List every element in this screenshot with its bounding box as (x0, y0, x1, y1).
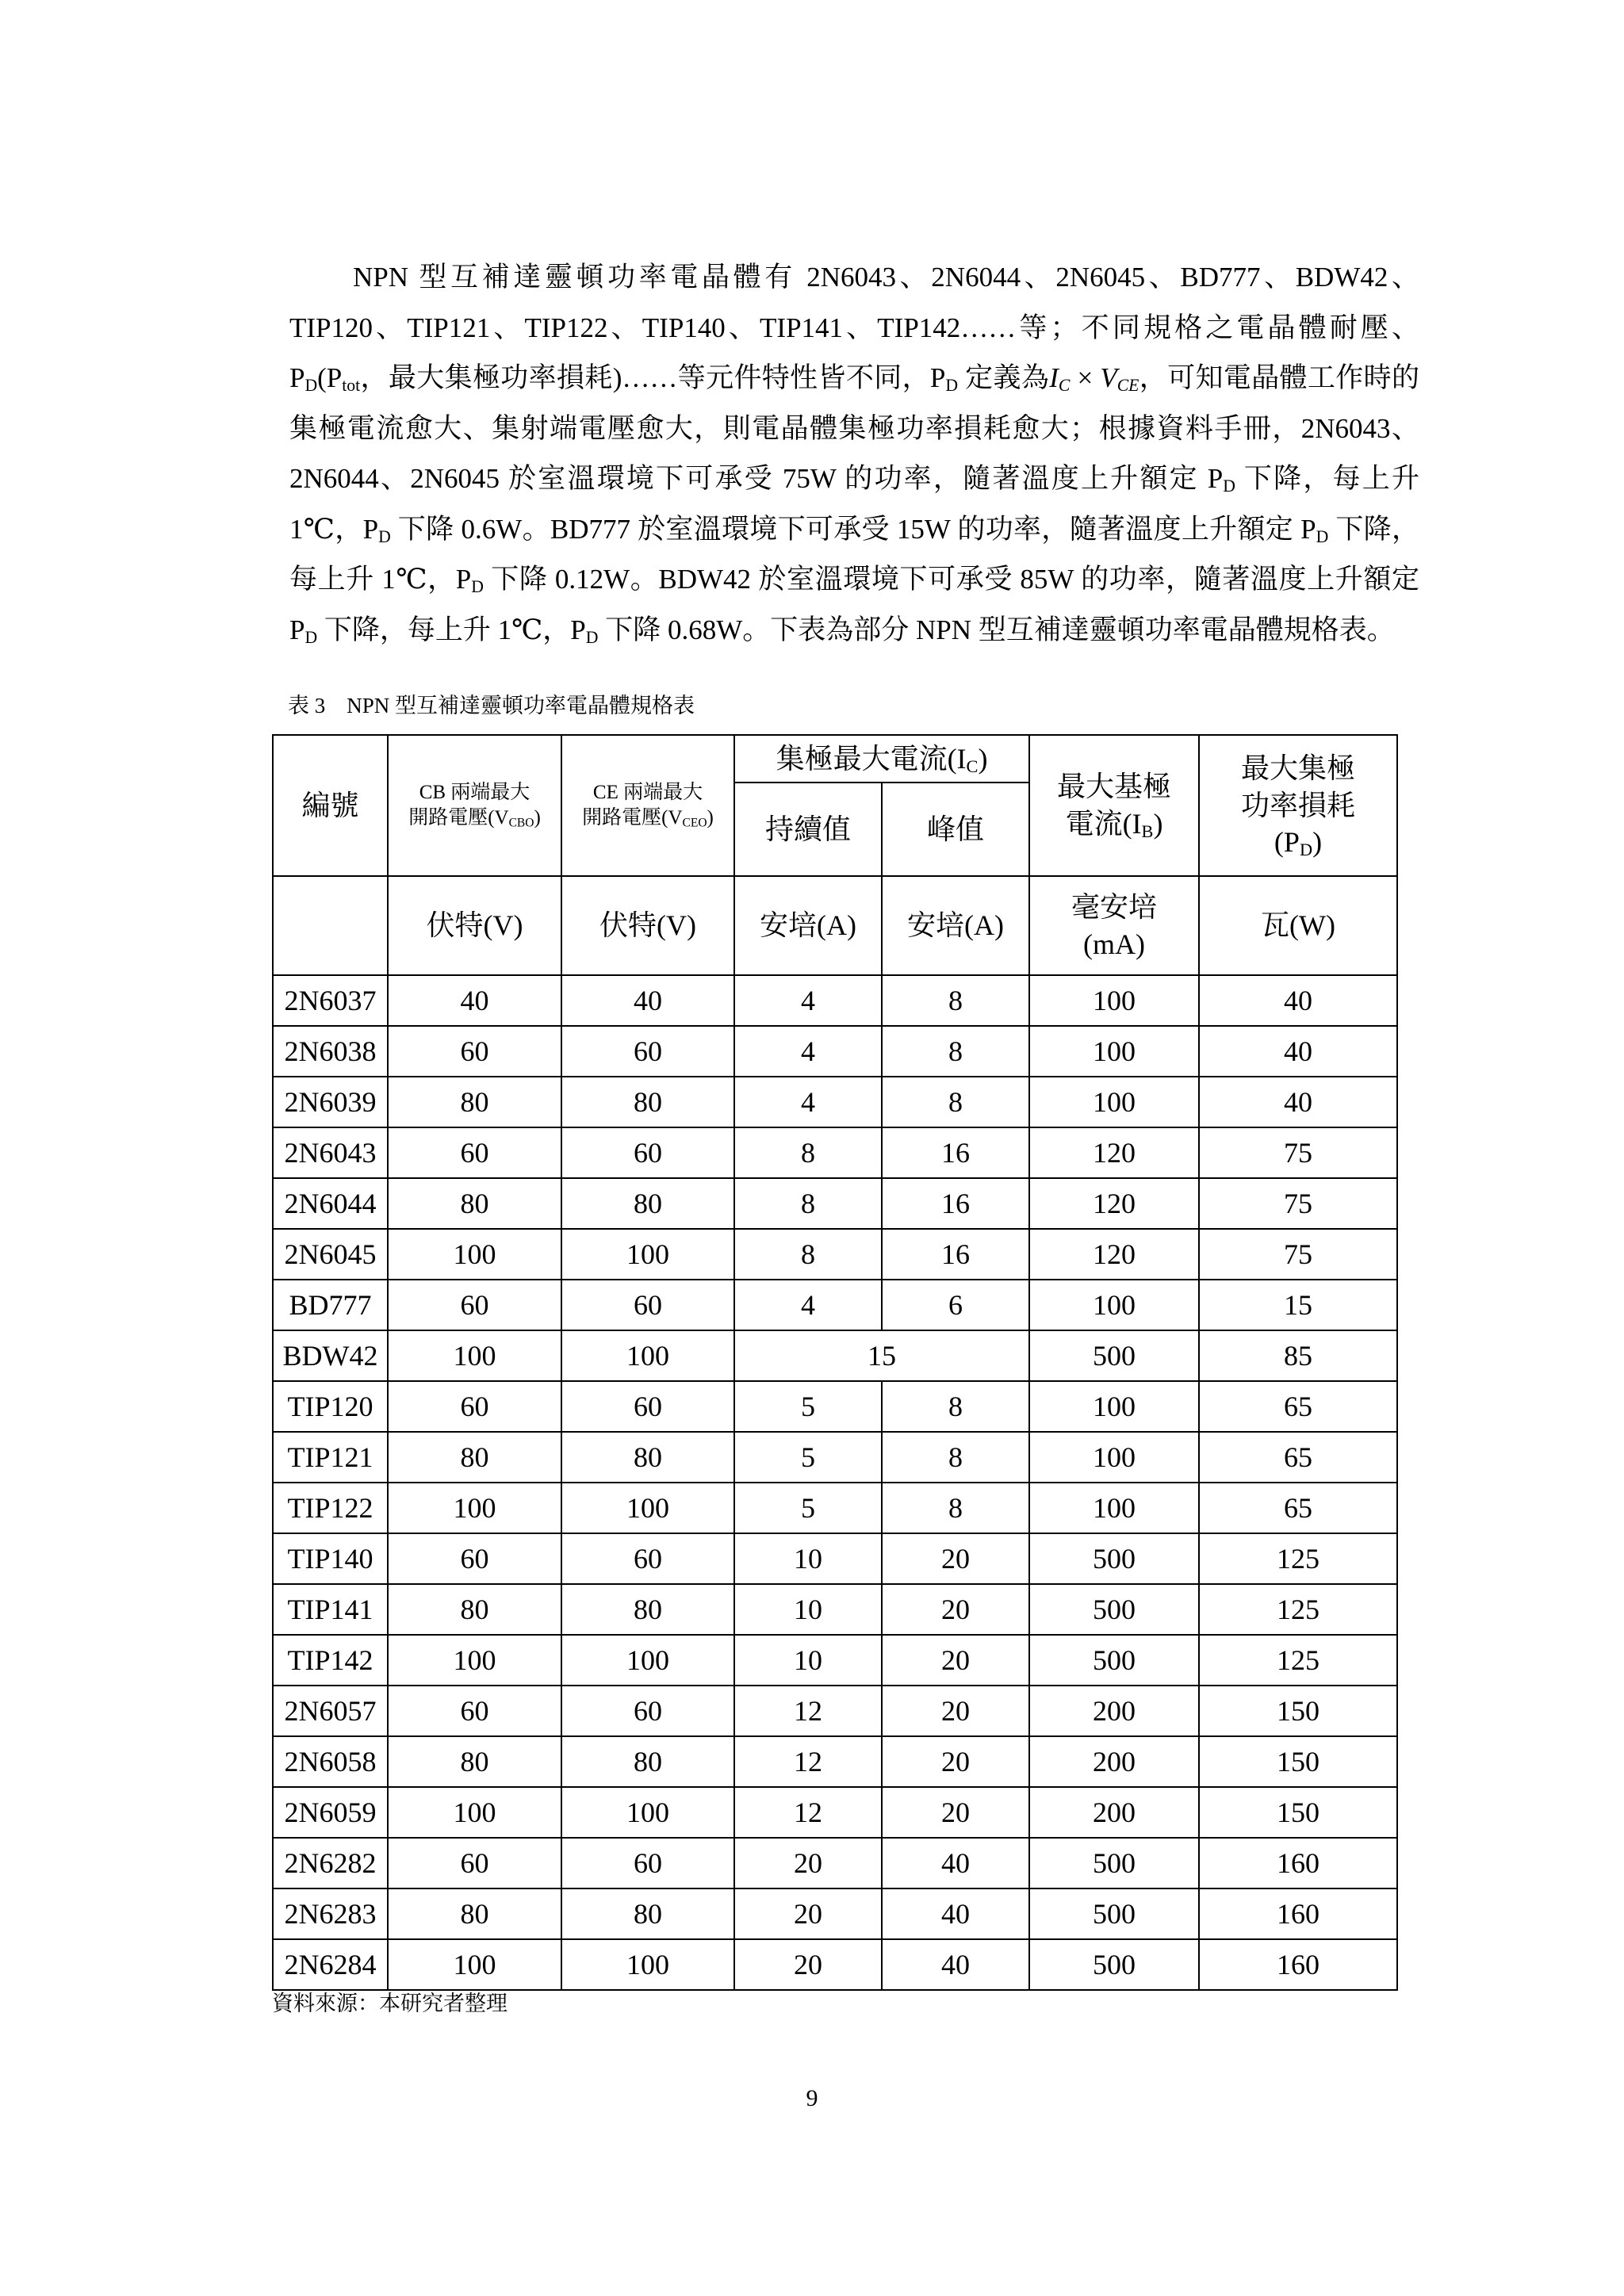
header-vcbo: CB 兩端最大 開路電壓$(V_{CBO})$ (388, 735, 561, 876)
table-cell: 80 (388, 1178, 561, 1229)
table-cell: TIP141 (273, 1584, 388, 1635)
table-cell: 10 (734, 1635, 882, 1686)
table-cell: 500 (1029, 1888, 1199, 1939)
table-cell: 60 (561, 1127, 734, 1178)
table-cell: 100 (388, 1483, 561, 1533)
table-row (273, 1533, 1397, 1584)
table-cell: 150 (1199, 1787, 1397, 1838)
table-cell: 65 (1199, 1483, 1397, 1533)
body-paragraph (289, 252, 1419, 655)
table-cell: 16 (882, 1178, 1029, 1229)
table-row (273, 1026, 1397, 1077)
table-cell: 160 (1199, 1888, 1397, 1939)
table-row (273, 1838, 1397, 1888)
table-cell: 15 (1199, 1280, 1397, 1330)
table-cell: 500 (1029, 1939, 1199, 1990)
table-cell: 60 (388, 1838, 561, 1888)
table-row (273, 1736, 1397, 1787)
table-cell: 40 (1199, 1026, 1397, 1077)
table-cell: 100 (561, 1787, 734, 1838)
table-row (273, 975, 1397, 1026)
table-row (273, 1280, 1397, 1330)
table-cell: 8 (882, 1432, 1029, 1483)
table-cell: 60 (388, 1280, 561, 1330)
table-cell: 6 (882, 1280, 1029, 1330)
table-cell: 4 (734, 1026, 882, 1077)
header-peak: 峰值 (882, 783, 1029, 876)
table-cell: 80 (561, 1888, 734, 1939)
table-cell: TIP122 (273, 1483, 388, 1533)
unit-watt: 瓦(W) (1199, 876, 1397, 975)
table-cell: 8 (734, 1178, 882, 1229)
table-cell: 16 (882, 1127, 1029, 1178)
header-ic: 集極最大電流$(I_C)$ (734, 735, 1029, 783)
table-cell: 40 (561, 975, 734, 1026)
table-cell: 2N6044 (273, 1178, 388, 1229)
table-cell: 100 (1029, 1381, 1199, 1432)
table-cell: 2N6038 (273, 1026, 388, 1077)
table-cell: 100 (1029, 1432, 1199, 1483)
table-cell: 4 (734, 1077, 882, 1127)
table-cell: 10 (734, 1584, 882, 1635)
header-pd: 最大集極 功率損耗 $(P_D)$ (1199, 735, 1397, 876)
table-cell: TIP121 (273, 1432, 388, 1483)
table-cell: 10 (734, 1533, 882, 1584)
table-cell: 100 (561, 1939, 734, 1990)
table-cell: 2N6059 (273, 1787, 388, 1838)
table-row (273, 1888, 1397, 1939)
table-cell: 2N6283 (273, 1888, 388, 1939)
table-cell: 40 (882, 1939, 1029, 1990)
table-cell: 12 (734, 1686, 882, 1736)
table-cell: 60 (561, 1533, 734, 1584)
table-cell: 40 (882, 1838, 1029, 1888)
table-cell: 200 (1029, 1736, 1199, 1787)
table-cell: 80 (388, 1077, 561, 1127)
table-cell: BDW42 (273, 1330, 388, 1381)
table-cell: 125 (1199, 1635, 1397, 1686)
table-row (273, 1584, 1397, 1635)
table-cell: 125 (1199, 1533, 1397, 1584)
table-cell: 80 (388, 1888, 561, 1939)
table-row (273, 1178, 1397, 1229)
table-cell: 8 (882, 1077, 1029, 1127)
header-vceo: CE 兩端最大 開路電壓$(V_{CEO})$ (561, 735, 734, 876)
table-cell: TIP140 (273, 1533, 388, 1584)
table-row (273, 1381, 1397, 1432)
table-row (273, 1635, 1397, 1686)
unit-blank (273, 876, 388, 975)
table-row (273, 1330, 1397, 1381)
table-cell: 100 (1029, 1026, 1199, 1077)
table-caption: 表 3 NPN 型互補達靈頓功率電晶體規格表 (288, 694, 695, 718)
table-cell: 60 (388, 1686, 561, 1736)
table-cell: 2N6045 (273, 1229, 388, 1280)
table-cell: 20 (882, 1787, 1029, 1838)
table-cell: 85 (1199, 1330, 1397, 1381)
table-cell: 100 (388, 1330, 561, 1381)
table-cell: 20 (734, 1838, 882, 1888)
table-cell: 160 (1199, 1838, 1397, 1888)
table-cell: 2N6057 (273, 1686, 388, 1736)
table-cell: 125 (1199, 1584, 1397, 1635)
table-cell: 60 (561, 1381, 734, 1432)
table-cell: 100 (388, 1939, 561, 1990)
table-cell: 60 (388, 1127, 561, 1178)
table-cell: 100 (561, 1635, 734, 1686)
table-cell: 80 (561, 1736, 734, 1787)
table-cell: 40 (882, 1888, 1029, 1939)
table-cell: TIP120 (273, 1381, 388, 1432)
table-cell: 80 (388, 1584, 561, 1635)
table-cell: TIP142 (273, 1635, 388, 1686)
table-cell: 100 (1029, 1280, 1199, 1330)
ic-symbol: $I_C$ (1049, 362, 1071, 395)
table-cell: 120 (1029, 1178, 1199, 1229)
table-cell: 2N6282 (273, 1838, 388, 1888)
table-cell: 200 (1029, 1686, 1199, 1736)
vce-symbol: $V_{CE}$ (1100, 362, 1139, 395)
table-cell: 5 (734, 1381, 882, 1432)
unit-volt-ceo: 伏特(V) (561, 876, 734, 975)
table-cell: 20 (882, 1635, 1029, 1686)
table-row (273, 1077, 1397, 1127)
table-cell: 75 (1199, 1229, 1397, 1280)
table-cell: 500 (1029, 1838, 1199, 1888)
table-cell: 120 (1029, 1127, 1199, 1178)
table-cell: 75 (1199, 1127, 1397, 1178)
table-cell: 2N6037 (273, 975, 388, 1026)
table-cell: 60 (561, 1280, 734, 1330)
table-cell: 2N6039 (273, 1077, 388, 1127)
table-cell: 100 (1029, 1483, 1199, 1533)
table-cell: 80 (561, 1178, 734, 1229)
page-number: 9 (806, 2085, 818, 2111)
table-cell: 160 (1199, 1939, 1397, 1990)
table-cell: 20 (882, 1686, 1029, 1736)
table-cell: 100 (388, 1635, 561, 1686)
table-row (273, 1432, 1397, 1483)
table-cell: 8 (882, 1483, 1029, 1533)
table-cell: 150 (1199, 1736, 1397, 1787)
table-cell: 40 (388, 975, 561, 1026)
table-cell: 60 (561, 1686, 734, 1736)
table-cell: 16 (882, 1229, 1029, 1280)
table-cell: 500 (1029, 1330, 1199, 1381)
table-cell: 80 (561, 1077, 734, 1127)
table-cell: 4 (734, 975, 882, 1026)
table-cell: 20 (882, 1533, 1029, 1584)
table-cell: 100 (1029, 975, 1199, 1026)
unit-amp-continuous: 安培(A) (734, 876, 882, 975)
table-cell: 20 (882, 1584, 1029, 1635)
table-cell: 65 (1199, 1432, 1397, 1483)
table-cell: 100 (1029, 1077, 1199, 1127)
table-cell: 75 (1199, 1178, 1397, 1229)
table-row (273, 1939, 1397, 1990)
table-cell: 60 (561, 1838, 734, 1888)
table-cell: 2N6058 (273, 1736, 388, 1787)
table-cell: 40 (1199, 975, 1397, 1026)
header-id: 編號 (273, 735, 388, 876)
table-row (273, 1686, 1397, 1736)
table-cell: 80 (561, 1584, 734, 1635)
unit-milliamp: 毫安培 (mA) (1029, 876, 1199, 975)
spec-table (272, 734, 1398, 1991)
unit-volt-cbo: 伏特(V) (388, 876, 561, 975)
table-cell: 65 (1199, 1381, 1397, 1432)
table-cell: 8 (882, 1026, 1029, 1077)
table-body (273, 975, 1397, 1990)
table-cell: 120 (1029, 1229, 1199, 1280)
table-cell: 20 (734, 1939, 882, 1990)
header-ib: 最大基極 電流$(I_B)$ (1029, 735, 1199, 876)
table-cell: 2N6043 (273, 1127, 388, 1178)
table-cell: 12 (734, 1736, 882, 1787)
table-cell: 60 (388, 1533, 561, 1584)
table-row (273, 1229, 1397, 1280)
table-row (273, 1787, 1397, 1838)
table-cell: 150 (1199, 1686, 1397, 1736)
table-cell: 200 (1029, 1787, 1199, 1838)
unit-amp-peak: 安培(A) (882, 876, 1029, 975)
table-row (273, 1483, 1397, 1533)
table-cell: 40 (1199, 1077, 1397, 1127)
table-cell: 100 (388, 1229, 561, 1280)
table-cell: 100 (561, 1483, 734, 1533)
table-cell: 60 (388, 1026, 561, 1077)
table-cell: 5 (734, 1483, 882, 1533)
table-cell: 8 (882, 1381, 1029, 1432)
table-source: 資料來源：本研究者整理 (272, 1992, 508, 2015)
table-cell: 80 (388, 1432, 561, 1483)
table-cell: 8 (734, 1127, 882, 1178)
table-cell: 80 (388, 1736, 561, 1787)
table-cell: 500 (1029, 1584, 1199, 1635)
table-cell: BD777 (273, 1280, 388, 1330)
table-cell: 15 (734, 1330, 1029, 1381)
table-cell: 4 (734, 1280, 882, 1330)
paragraph-text: NPN 型互補達靈頓功率電晶體有 2N6043、2N6044、2N6045、BD777、BDW42、TIP120、TIP121、TIP122、TIP140、TIP141、TIP142……等；不同規格之電晶體耐壓、$P_D(P_{tot}$，最大集極功率損耗)……等元件特性皆不同，$P_D$ 定義為$I_C \times V_{CE}$，可知電晶體工作時的集極電流愈大、集射端電壓愈大，則電晶體集極功率損耗愈大；根據資料手冊，2N6043、2N6044、2N6045 於室溫環境下可承受 75W 的功率，隨著溫度上升額定 $P_D$ 下降，每上升 1℃，$P_D$ 下降 0.6W。BD777 於室溫環境下可承受 15W 的功率，隨著溫度上升額定 $P_D$ 下降，每上升 1℃，$P_D$ 下降 0.12W。BDW42 於室溫環境下可承受 85W 的功率，隨著溫度上升額定 $P_D$ 下降，每上升 1℃，$P_D$ 下降 0.68W。下表為部分 NPN 型互補達靈頓功率電晶體規格表。 (289, 262, 1419, 647)
table-cell: 8 (882, 975, 1029, 1026)
table-row (273, 1127, 1397, 1178)
table-cell: 5 (734, 1432, 882, 1483)
table-cell: 80 (561, 1432, 734, 1483)
table-cell: 500 (1029, 1635, 1199, 1686)
table-cell: 100 (561, 1229, 734, 1280)
table-cell: 60 (561, 1026, 734, 1077)
table-cell: 20 (734, 1888, 882, 1939)
table-cell: 2N6284 (273, 1939, 388, 1990)
table-cell: 100 (388, 1787, 561, 1838)
header-continuous: 持續值 (734, 783, 882, 876)
table-cell: 60 (388, 1381, 561, 1432)
table-cell: 8 (734, 1229, 882, 1280)
table-cell: 20 (882, 1736, 1029, 1787)
table-cell: 100 (561, 1330, 734, 1381)
table-cell: 500 (1029, 1533, 1199, 1584)
table-cell: 12 (734, 1787, 882, 1838)
